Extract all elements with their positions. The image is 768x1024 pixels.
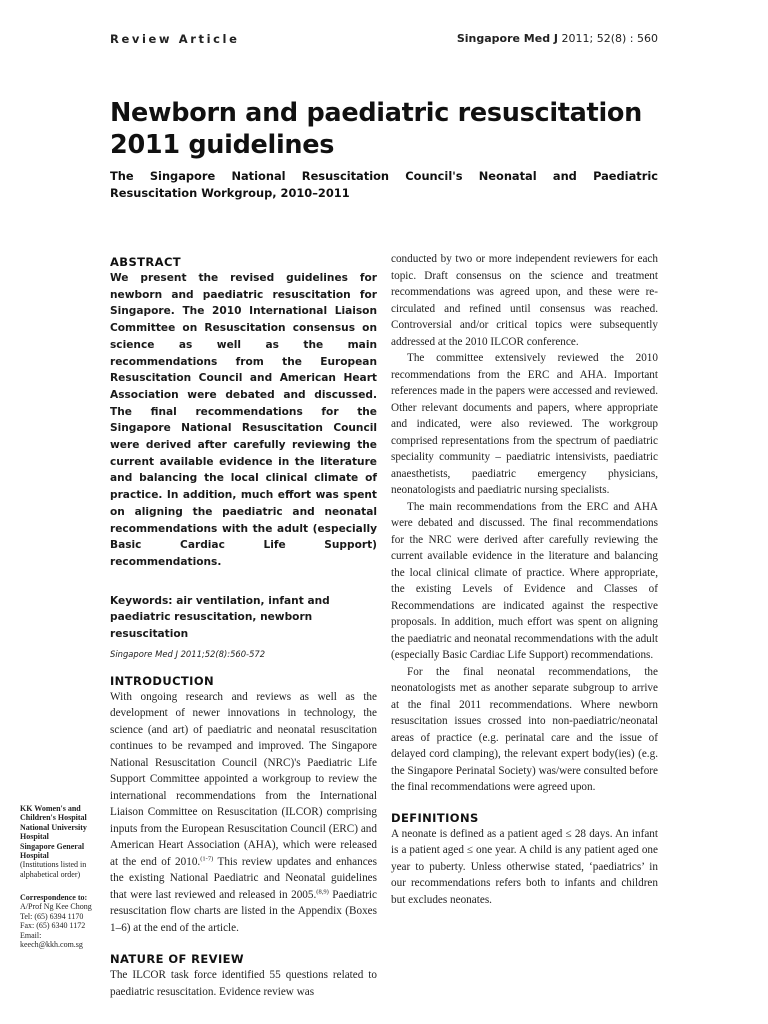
article-title: Newborn and paediatric resuscitation 2011 guidelines	[110, 98, 642, 160]
review-paragraph-4: For the final neonatal recommendations, the neonatologists met as another separate subgroup to arrive at the final 2011 recommendations. Where newborn resuscitation issues crossed into non-paediatric/neonatal areas of practice (e.g. perinatal care and the issue of delayed cord clamping), the relevant expert body(ies) (e.g. the Singapore Perinatal Society) was/were consulted before the final recommendations were agreed upon.	[391, 665, 658, 793]
reference-superscript: (1-7)	[200, 855, 214, 863]
reference-superscript: (8,9)	[316, 888, 329, 896]
article-authors: The Singapore National Resuscitation Council's Neonatal and Paediatric Resuscitation Workgroup, 2010–2011	[110, 169, 658, 200]
introduction-text-a: With ongoing research and reviews as well as the development of newer innovations in technology, the science (and art) of paediatric and neonatal resuscitation continues to be revamped and improved. The Singapore National Resuscitation Council (NRC)'s Paediatric Life Support Committee appointed a workgroup to review the international recommendations from the International Liaison Committee on Resuscitation (ILCOR) comprising inputs from the European Resuscitation Council (ERC) and American Heart Association (AHA), which were released at the end of 2010.	[110, 690, 377, 868]
definitions-text: A neonate is defined as a patient aged ≤ 28 days. An infant is a patient aged ≤ one year. A child is any patient aged one year to puberty. Unless otherwise stated, ‘paediatrics’ in our recommendations refers both to infants and children but excludes neonates.	[391, 827, 658, 906]
introduction-text	[110, 689, 377, 937]
review-paragraph-1: conducted by two or more independent reviewers for each topic. Draft consensus on the science and treatment recommendations was agreed upon, and these were re-circulated and refined until consensus was reached. Controversial and/or critical topics were subsequently addressed at the 2010 ILCOR conference.	[391, 253, 658, 348]
review-paragraph-3: The main recommendations from the ERC and AHA were debated and discussed. The final recommendations for the NRC were derived after carefully reviewing the current available evidence in the literature and balancing the local clinical climate of practice. Where appropriate, the existing Levels of Evidence and Classes of Recommendations are indicated against the respective proposals. In addition, much effort was spent on aligning the paediatric and neonatal recommendations with the adult (especially Basic Cardiac Life Support) recommendations.	[391, 500, 658, 661]
affiliations	[20, 804, 102, 879]
right-column	[391, 251, 658, 908]
left-column	[110, 254, 377, 1000]
nature-of-review-heading: NATURE OF REVIEW	[110, 952, 244, 967]
affiliation-item: National University Hospital	[20, 822, 87, 842]
abstract-heading: ABSTRACT	[110, 255, 182, 269]
article-citation: Singapore Med J 2011;52(8):560-572	[110, 648, 266, 659]
correspondence-name: A/Prof Ng Kee Chong	[20, 902, 92, 912]
keywords: Keywords: air ventilation, infant and paediatric resuscitation, newborn resuscitation	[110, 594, 330, 641]
correspondence-heading: Correspondence to:	[20, 893, 88, 902]
introduction-text-b: This review updates and enhances the existing National Paediatric and Neonatal guidelines that were last reviewed and released in 2005.	[110, 855, 377, 901]
affiliation-item: KK Women's and Children's Hospital	[20, 804, 87, 823]
correspondence	[20, 893, 102, 949]
correspondence-fax: Fax: (65) 6340 1172	[20, 921, 86, 931]
correspondence-email[interactable]: Email: keech@kkh.com.sg	[20, 930, 83, 950]
review-paragraph-2: The committee extensively reviewed the 2010 recommendations from the ERC and AHA. Important references made in the papers were accessed and reviewed. Other relevant documents and papers, where appropriate and indicated, were also reviewed. The workgroup comprised representations from the spectrum of paediatric speciality community – paediatric intensivists, paediatric anaesthetists, paediatric emergency physicians, neonatologists and paediatric nursing specialists.	[391, 352, 658, 496]
affiliation-note: (Institutions listed in alphabetical order)	[20, 860, 87, 879]
introduction-text-c: Paediatric resuscitation flow charts are listed in the Appendix (Boxes 1–6) at the end of the article.	[110, 888, 378, 934]
journal-citation	[457, 32, 658, 45]
abstract-text: We present the revised guidelines for newborn and paediatric resuscitation for Singapore. The 2010 International Liaison Committee on Resuscitation consensus on science as well as the main recommendations from the European Resuscitation Council and American Heart Association were debated and discussed. The final recommendations for the Singapore National Resuscitation Council were derived after carefully reviewing the current available evidence in the literature and balancing the local clinical climate of practice. In addition, much effort was spent on aligning the paediatric and neonatal recommendations with the adult (especially Basic Cardiac Life Support) recommendations.	[110, 272, 377, 568]
introduction-heading: INTRODUCTION	[110, 673, 215, 688]
nature-of-review-text: The ILCOR task force identified 55 questions related to paediatric resuscitation. Evidence review was	[110, 969, 377, 998]
correspondence-tel: Tel: (65) 6394 1170	[20, 911, 84, 921]
affiliation-item: Singapore General Hospital	[20, 841, 85, 861]
definitions-heading: DEFINITIONS	[391, 810, 479, 825]
journal-name: Singapore Med J	[456, 32, 559, 45]
journal-issue: 2011; 52(8) : 560	[561, 32, 658, 45]
section-label: Review Article	[110, 32, 240, 46]
